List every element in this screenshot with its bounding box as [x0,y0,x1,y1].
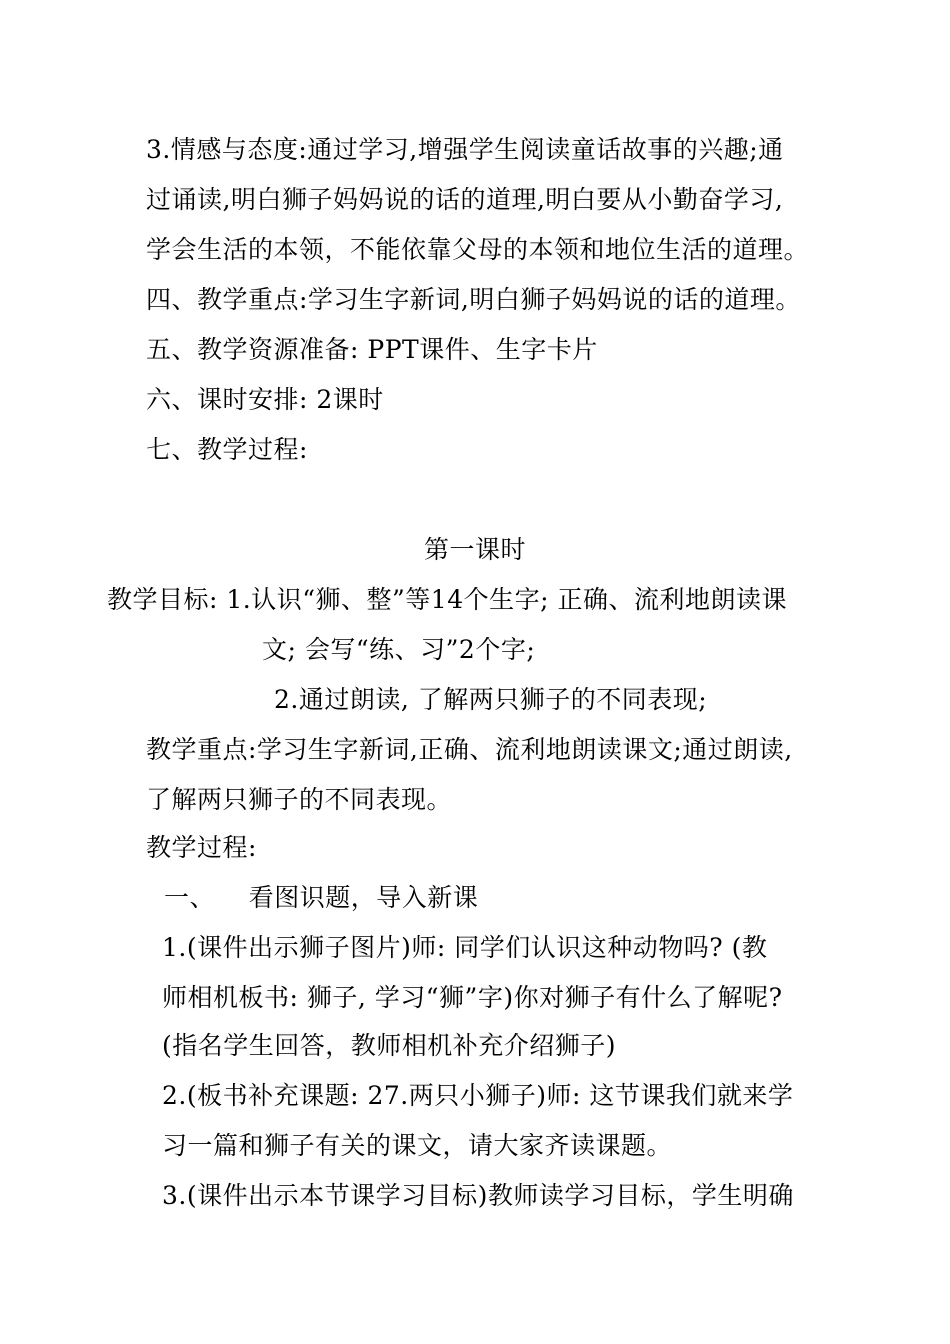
objective-3-line-1: 3.情感与态度:通过学习,增强学生阅读童话故事的兴趣;通 [146,135,784,164]
objective-3-line-2: 过诵读,明白狮子妈妈说的话的道理,明白要从小勤奋学习, [146,185,784,214]
lesson-1-process-label: 教学过程: [146,833,257,862]
key-points-heading: 四、教学重点:学习生字新词,明白狮子妈妈说的话的道理。 [146,285,801,314]
step-3-line-1: 3.(课件出示本节课学习目标)教师读学习目标，学生明确 [162,1181,794,1210]
section-1-heading: 一、 看图识题，导入新课 [164,883,479,912]
process-heading: 七、教学过程: [146,435,308,464]
step-1-line-3: (指名学生回答，教师相机补充介绍狮子) [162,1031,617,1060]
lesson-1-goals-line-1: 教学目标: 1.认识“狮、整”等14个生字; 正确、流利地朗读课 [107,585,787,614]
step-1-line-1: 1.(课件出示狮子图片)师: 同学们认识这种动物吗? (教 [162,933,768,962]
step-1-line-2: 师相机板书: 狮子, 学习“狮”字)你对狮子有什么了解呢? [162,983,783,1012]
resources-heading: 五、教学资源准备: PPT课件、生字卡片 [146,335,598,364]
step-2-line-1: 2.(板书补充课题: 27.两只小狮子)师: 这节课我们就来学 [162,1081,794,1110]
lesson-1-goals-line-3: 2.通过朗读, 了解两只狮子的不同表现; [274,685,708,714]
lesson-1-focus-line-1: 教学重点:学习生字新词,正确、流利地朗读课文;通过朗读, [146,735,793,764]
lesson-1-goals-line-2: 文; 会写“练、习”2个字; [262,635,536,664]
objective-3-line-3: 学会生活的本领，不能依靠父母的本领和地位生活的道理。 [146,235,810,264]
lesson-1-title: 第一课时 [423,535,526,564]
schedule-heading: 六、课时安排: 2课时 [146,385,384,414]
step-2-line-2: 习一篇和狮子有关的课文，请大家齐读课题。 [162,1131,673,1160]
lesson-1-focus-line-2: 了解两只狮子的不同表现。 [146,785,453,814]
